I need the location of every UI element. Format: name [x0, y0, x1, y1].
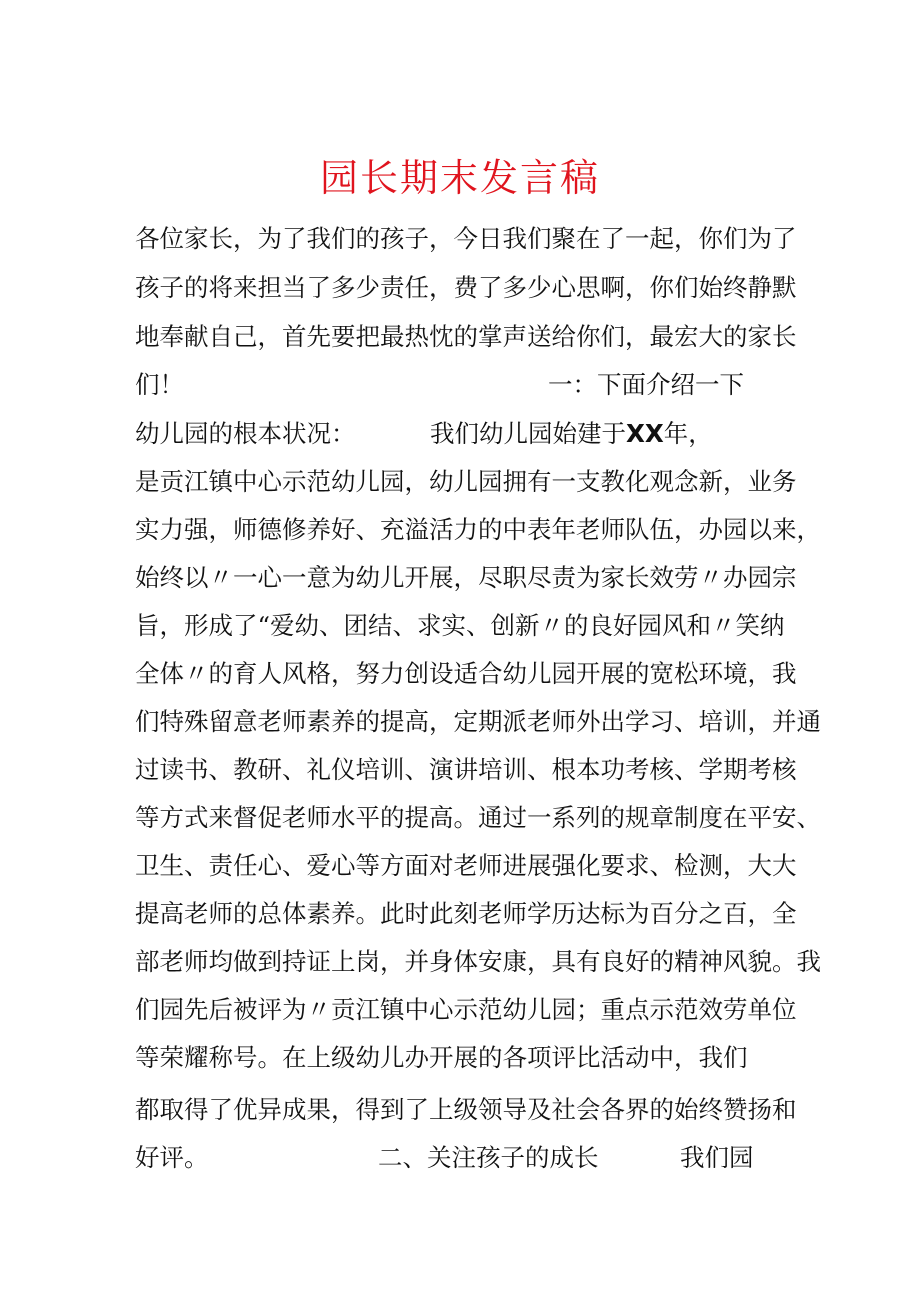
paragraph-line: 幼儿园的根本状况：	[135, 419, 356, 448]
paragraph-line: 卫生、责任心、爱心等方面对老师进展强化要求、检测，大大	[135, 851, 797, 880]
paragraph-line: 们！	[135, 370, 184, 399]
paragraph-line: 提高老师的总体素养。此时此刻老师学历达标为百分之百，全	[135, 899, 797, 928]
paragraph-line: 们特殊留意老师素养的提高，定期派老师外出学习、培训，并通	[135, 707, 821, 736]
paragraph-line: 部老师均做到持证上岗，并身体安康，具有良好的精神风貌。我	[135, 947, 821, 976]
paragraph-line: 等荣耀称号。在上级幼儿办开展的各项评比活动中，我们	[135, 1043, 748, 1072]
section-heading-1: 一：下面介绍一下	[548, 370, 744, 399]
paragraph-line: 过读书、教研、礼仪培训、演讲培训、根本功考核、学期考核	[135, 755, 797, 784]
document-title: 园长期末发言稿	[319, 156, 600, 200]
section-heading-2: 二、关注孩子的成长	[378, 1143, 599, 1172]
paragraph-line	[430, 417, 713, 451]
paragraph-line: 各位家长，为了我们的孩子，今日我们聚在了一起，你们为了	[135, 224, 797, 253]
paragraph-line: 全体〃的育人风格，努力创设适合幼儿园开展的宽松环境，我	[135, 659, 797, 688]
paragraph-line: 孩子的将来担当了多少责任，费了多少心思啊，你们始终静默	[135, 273, 797, 302]
paragraph-line: 好评。	[135, 1143, 209, 1172]
paragraph-line: 等方式来督促老师水平的提高。通过一系列的规章制度在平安、	[135, 803, 821, 832]
paragraph-line: 是贡江镇中心示范幼儿园，幼儿园拥有一支教化观念新，业务	[135, 467, 797, 496]
paragraph-line: 始终以〃一心一意为幼儿开展，尽职尽责为家长效劳〃办园宗	[135, 563, 797, 592]
paragraph-text: 年，	[663, 419, 713, 448]
year-placeholder: XX	[626, 419, 664, 448]
paragraph-line: 地奉献自己，首先要把最热忱的掌声送给你们，最宏大的家长	[135, 322, 797, 351]
paragraph-line: 们园先后被评为〃贡江镇中心示范幼儿园；重点示范效劳单位	[135, 995, 797, 1024]
paragraph-text: 我们幼儿园始建于	[430, 419, 626, 448]
paragraph-line: 旨，形成了“爱幼、团结、求实、创新〃的良好园风和〃笑纳	[135, 611, 785, 640]
paragraph-line: 我们园	[680, 1143, 754, 1172]
paragraph-line: 都取得了优异成果，得到了上级领导及社会各界的始终赞扬和	[135, 1095, 797, 1124]
paragraph-line: 实力强，师德修养好、充溢活力的中表年老师队伍，办园以来，	[135, 515, 821, 544]
